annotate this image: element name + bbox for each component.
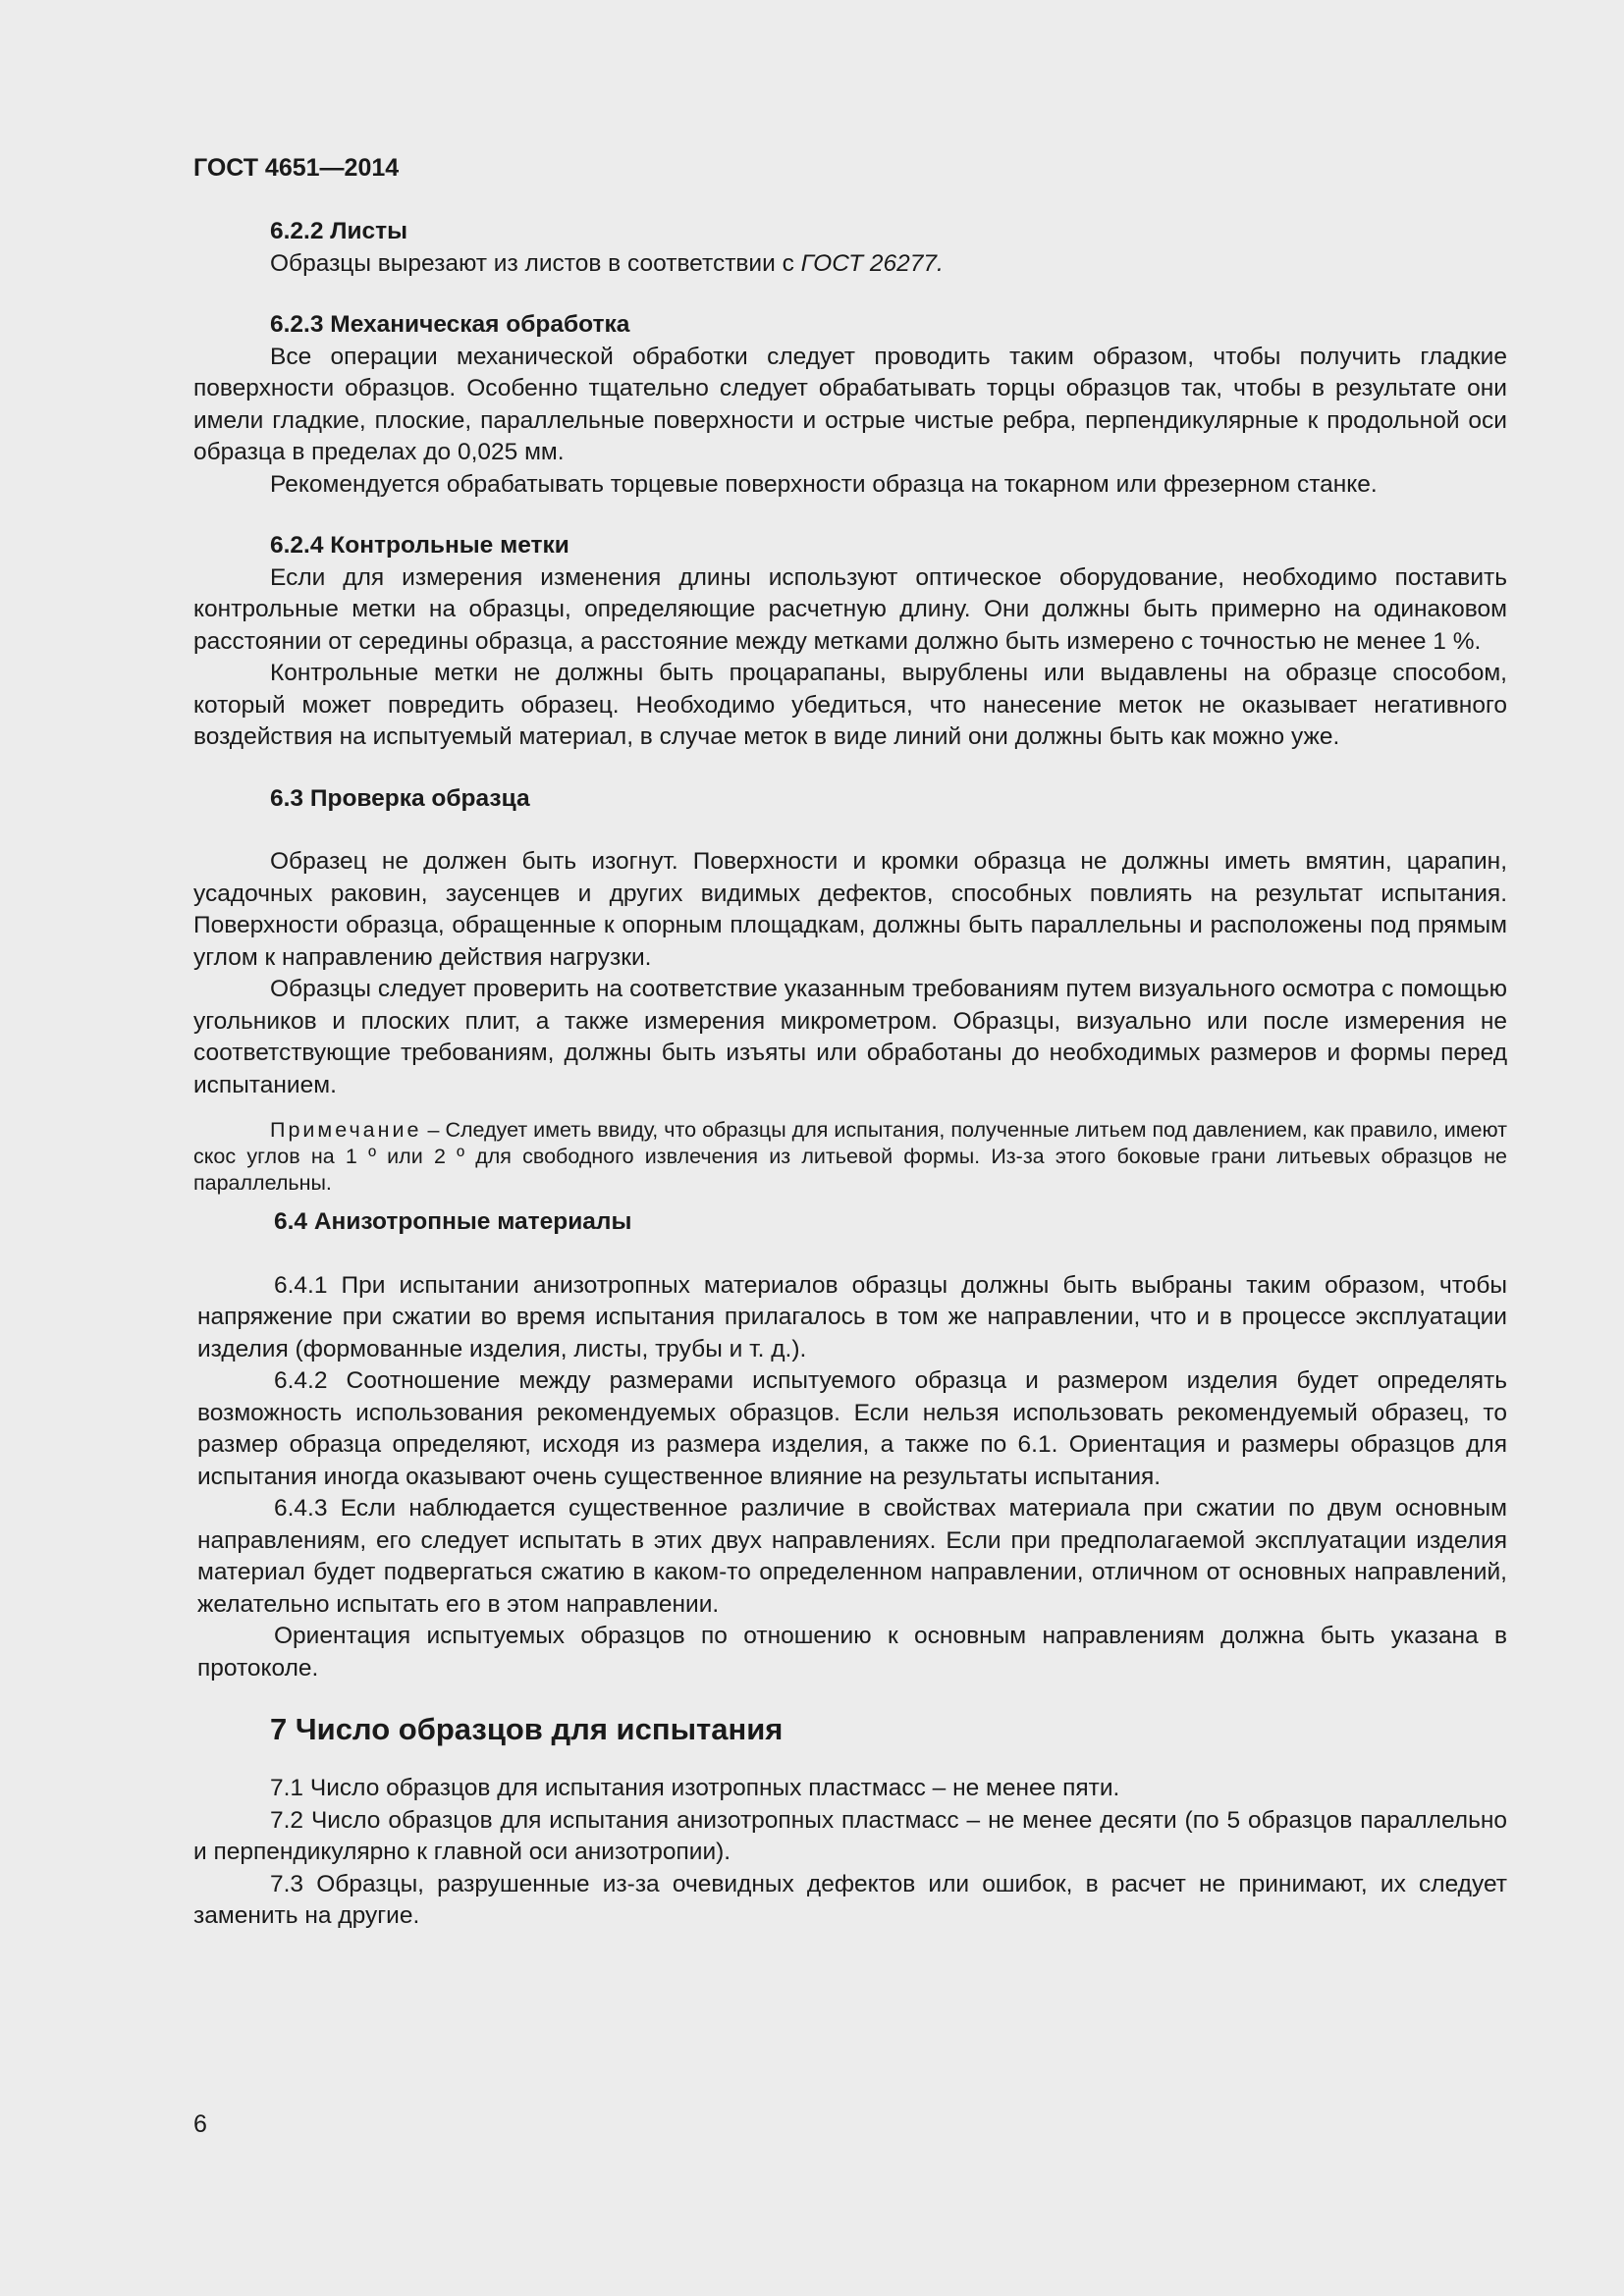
section-7-2: 7.2 Число образцов для испытания анизотропных пластмасс – не менее десяти (по 5 образцов параллельно и перпендикулярно к главной оси анизотропии). [193,1806,1507,1865]
section-6-3-title: 6.3 Проверка образца [270,784,530,812]
section-6-3-paragraph-1: Образец не должен быть изогнут. Поверхности и кромки образца не должны иметь вмятин, царапин, усадочных раковин, заусенцев и других видимых дефектов, способных повлиять на результат испытания. Поверхности образца, обращенные к опорным площадкам, должны быть параллельны и расположены под прямым углом к направлению действия нагрузки. [193,848,1507,971]
section-6-4-3: 6.4.3 Если наблюдается существенное различие в свойствах материала при сжатии по двум основным направлениям, его следует испытать в этих двух направлениях. Если при предполагаемой эксплуатации изделия материал будет подвергаться сжатию в каком-то определенном направлении, отличном от основных направлений, желательно испытать его в этом направлении. [197,1495,1507,1618]
section-6-2-3-paragraph-1: Все операции механической обработки следует проводить таким образом, чтобы получить гладкие поверхности образцов. Особенно тщательно следует обрабатывать торцы образцов так, чтобы в результате они имели гладкие, плоские, параллельные поверхности и острые чистые ребра, перпендикулярные к продольной оси образца в пределах до 0,025 мм. [193,343,1507,465]
section-6-2-2-title: 6.2.2 Листы [270,218,408,244]
section-7-3: 7.3 Образцы, разрушенные из-за очевидных дефектов или ошибок, в расчет не принимают, их следует заменить на другие. [193,1870,1507,1929]
section-6-4-1: 6.4.1 При испытании анизотропных материалов образцы должны быть выбраны таким образом, чтобы напряжение при сжатии во время испытания прилагалось в том же направлении, что и в процессе эксплуатации изделия (формованные изделия, листы, трубы и т. д.). [197,1271,1507,1362]
section-6-2-2-text [193,248,1507,281]
document-code: ГОСТ 4651—2014 [193,154,400,182]
section-6-2-3-paragraph-2: Рекомендуется обрабатывать торцевые поверхности образца на токарном или фрезерном станке. [270,470,1378,498]
section-6-2-4-paragraph-1: Если для измерения изменения длины используют оптическое оборудование, необходимо поставить контрольные метки на образцы, определяющие расчетную длину. Они должны быть примерно на одинаковом расстоянии от середины образца, а расстояние между метками должно быть измерено с точностью не менее 1 %. [193,563,1507,655]
section-6-4-2: 6.4.2 Соотношение между размерами испытуемого образца и размером изделия будет определять возможность использования рекомендуемых образцов. Если нельзя использовать рекомендуемый образец, то размер образца определяют, исходя из размера изделия, а также по 6.1. Ориентация и размеры образцов для испытания иногда оказывают очень существенное влияние на результаты испытания. [197,1367,1507,1490]
section-6-4-title: 6.4 Анизотропные материалы [274,1208,632,1235]
section-6-2-4-paragraph-2: Контрольные метки не должны быть процарапаны, вырублены или выдавлены на образце способом, который может повредить образец. Необходимо убедиться, что нанесение меток не оказывает негативного воздействия на испытуемый материал, в случае меток в виде линий они должны быть как можно уже. [193,660,1507,750]
section-7-1: 7.1 Число образцов для испытания изотропных пластмасс – не менее пяти. [270,1775,1120,1801]
section-6-4-orientation: Ориентация испытуемых образцов по отношению к основным направлениям должна быть указана в протоколе. [197,1623,1507,1682]
section-7-title: 7 Число образцов для испытания [270,1712,784,1746]
section-6-2-3-title: 6.2.3 Механическая обработка [270,311,630,338]
section-6-2-4-title: 6.2.4 Контрольные метки [270,532,569,559]
section-6-3-paragraph-2: Образцы следует проверить на соответствие указанным требованиям путем визуального осмотра с помощью угольников и плоских плит, а также измерения микрометром. Образцы, визуально или после измерения не соответствующие требованиям, должны быть изъяты или обработаны до необходимых размеров и формы перед испытанием. [193,976,1507,1098]
page-content [193,216,1507,1933]
standard-reference: ГОСТ 26277. [800,249,944,277]
section-6-3-note [193,1117,1507,1197]
section-6-2-2-body: Образцы вырезают из листов в соответствии с [270,249,801,277]
note-label: Примечание [270,1118,422,1142]
note-text: – Следует иметь ввиду, что образцы для испытания, полученные литьем под давлением, как правило, имеют скос углов на 1 º или 2 º для свободного извлечения из литьевой формы. Из-за этого боковые грани литьевых образцов не параллельны. [193,1118,1507,1195]
page-number: 6 [193,2110,207,2138]
